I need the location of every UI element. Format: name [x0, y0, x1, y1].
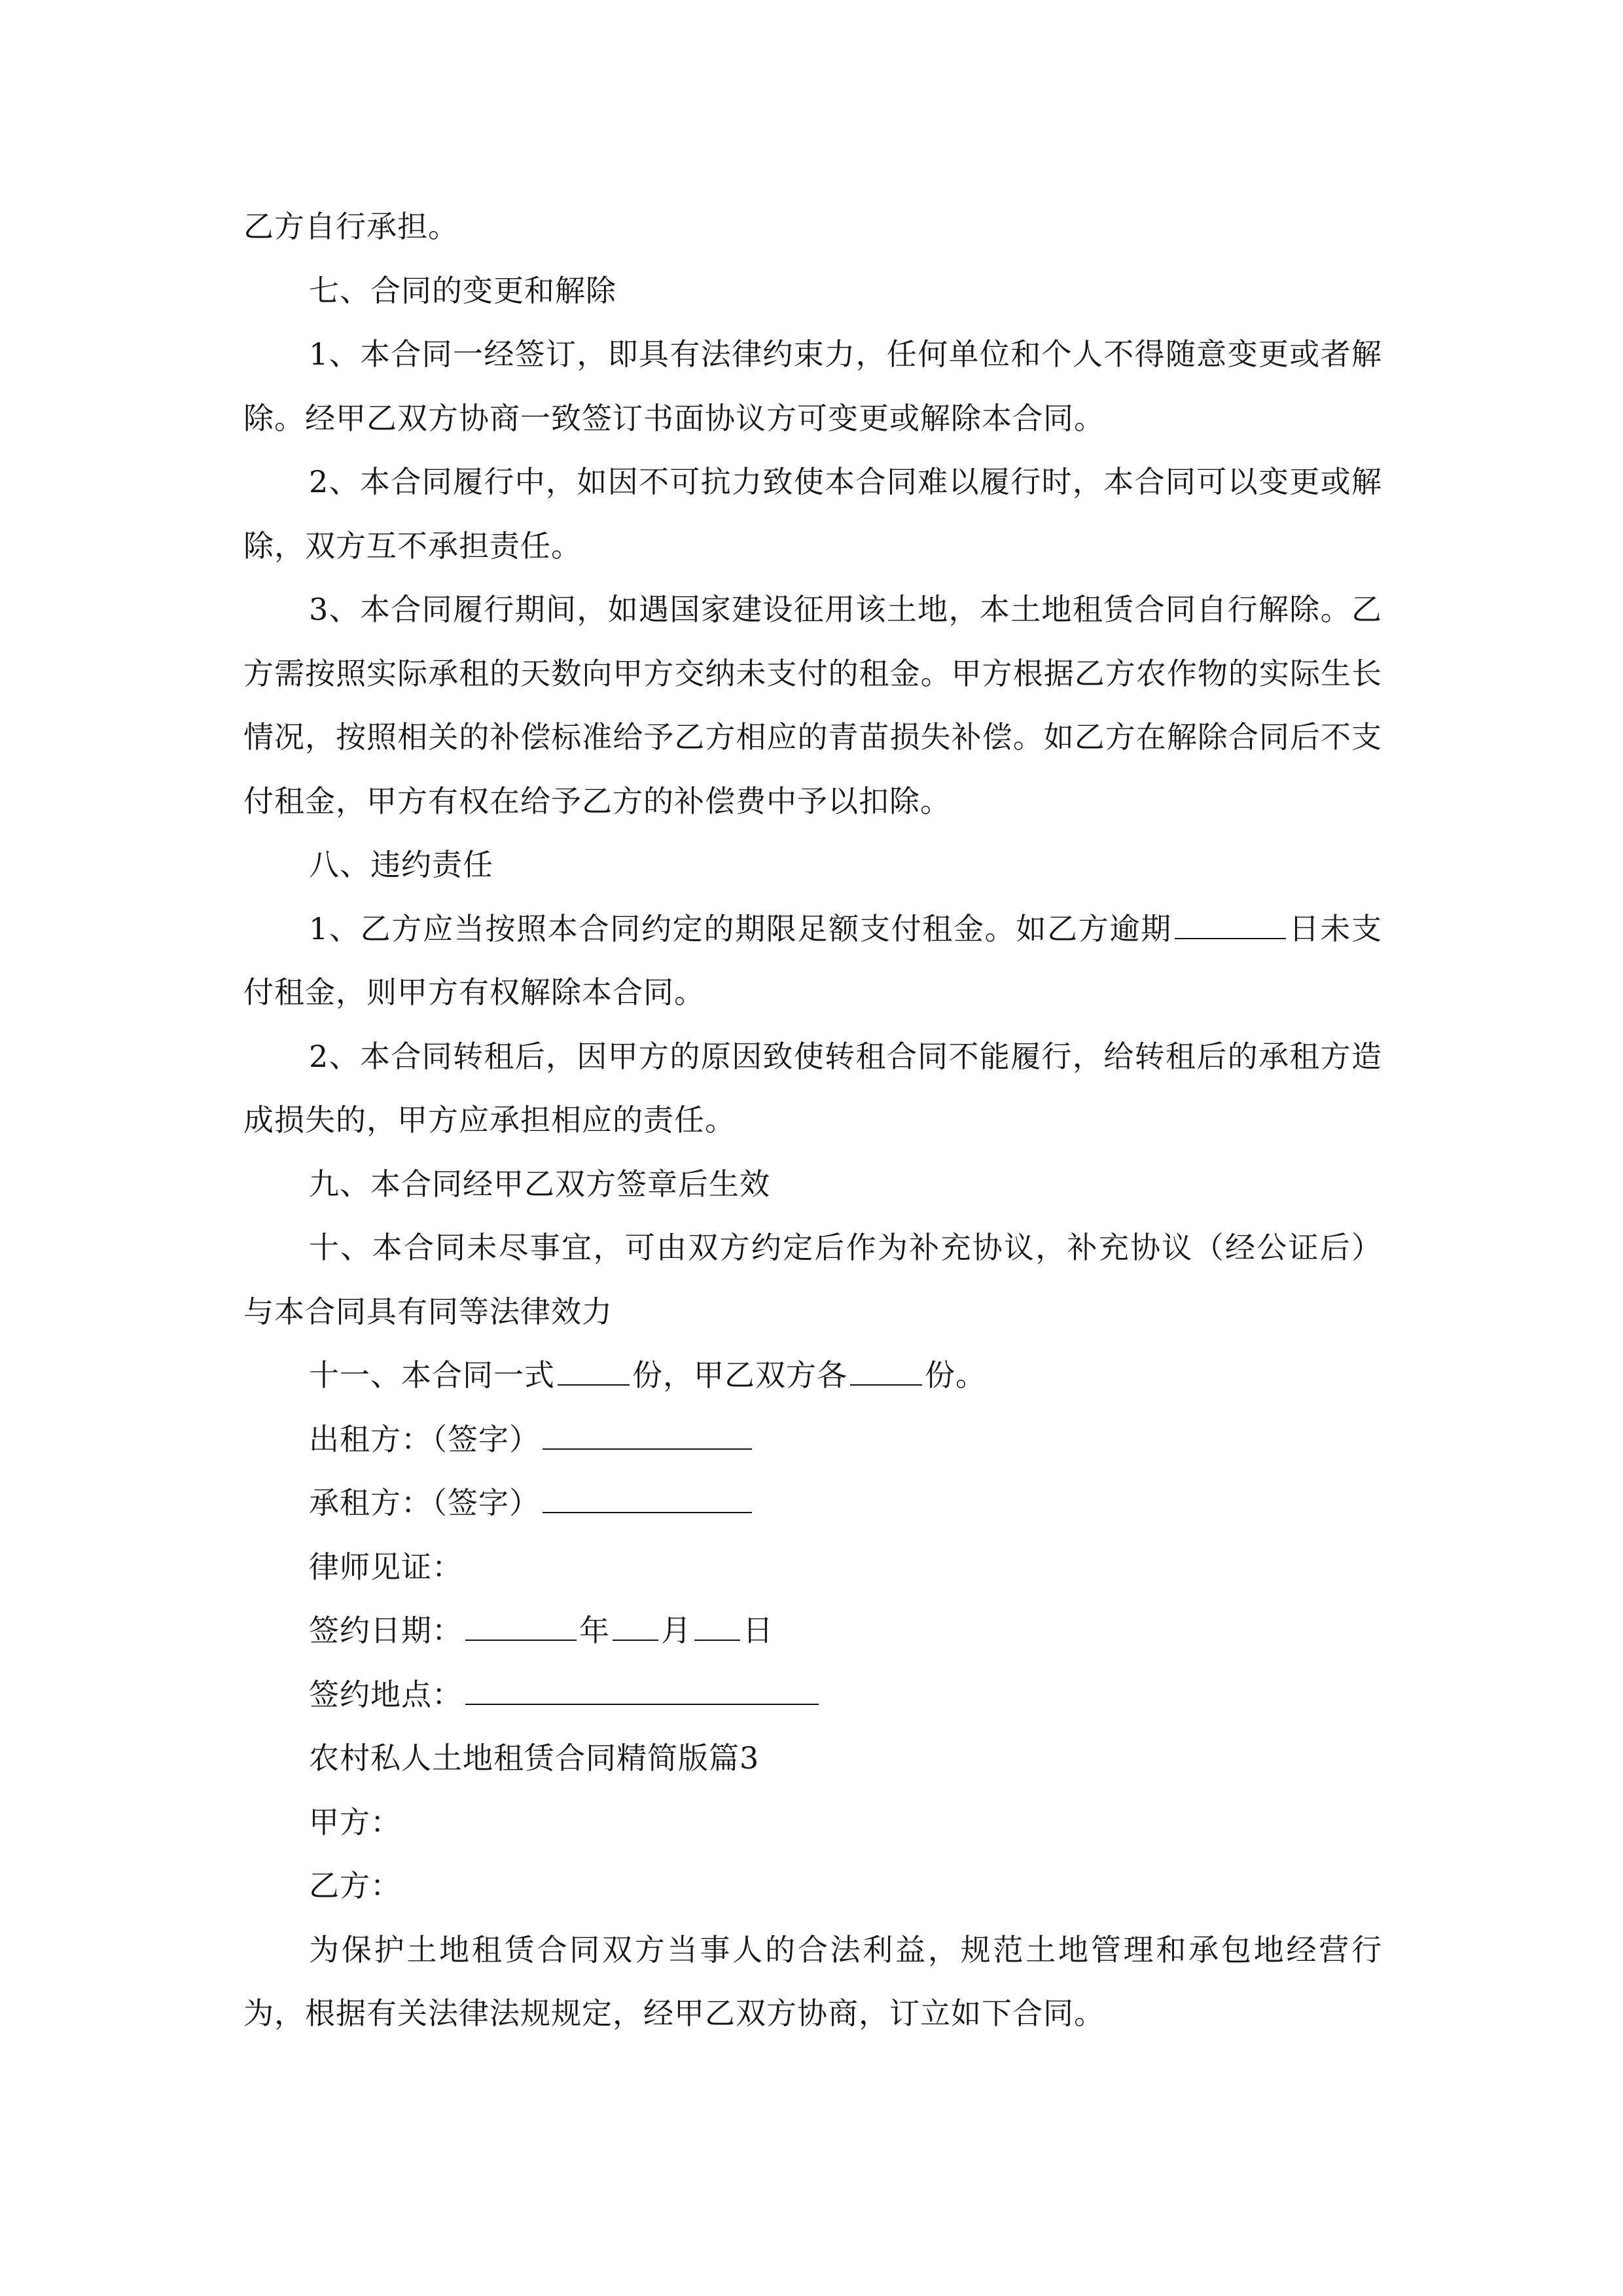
lawyer-witness-line: 律师见证：: [309, 1549, 463, 1585]
clause-7-1: 1、本合同一经签订，即具有法律约束力，任何单位和个人不得随意变更或者解除。经甲乙双方协商一致签订书面协议方可变更或解除本合同。: [243, 336, 1382, 436]
lessor-label: 出租方：（签字）: [309, 1421, 540, 1457]
section-heading-8: 八、违约责任: [309, 847, 493, 882]
next-contract-title: 农村私人土地租赁合同精简版篇3: [309, 1740, 760, 1776]
paragraph-continuation: 乙方自行承担。: [243, 209, 459, 244]
sign-date-label: 签约日期：: [309, 1613, 463, 1648]
lessee-signature-blank: [543, 1482, 752, 1513]
sign-year-label: 年: [579, 1613, 610, 1648]
copies-part2: 份，甲乙双方各: [632, 1357, 847, 1393]
clause-11-copies: [243, 1344, 1382, 1408]
sign-month-blank: [613, 1609, 658, 1641]
clause-7-2: 2、本合同履行中，如因不可抗力致使本合同难以履行时，本合同可以变更或解除，双方互不承担责任。: [243, 464, 1382, 564]
lessor-signature-line: [243, 1408, 1382, 1472]
section-heading-10: 十、本合同未尽事宜，可由双方约定后作为补充协议，补充协议（经公证后）与本合同具有同等法律效力: [243, 1230, 1382, 1329]
party-b-line: 乙方：: [309, 1868, 401, 1903]
lessee-label: 承租方：（签字）: [309, 1485, 540, 1520]
overdue-days-blank: [1175, 908, 1286, 939]
lessee-signature-line: [243, 1471, 1382, 1535]
clause-8-2: 2、本合同转租后，因甲方的原因致使转租合同不能履行，给转租后的承租方造成损失的，甲方应承担相应的责任。: [243, 1038, 1382, 1138]
sign-month-label: 月: [661, 1613, 692, 1648]
copies-part3: 份。: [925, 1357, 986, 1393]
sign-day-blank: [694, 1609, 740, 1641]
party-a-line: 甲方：: [309, 1804, 401, 1840]
clause-7-3: 3、本合同履行期间，如遇国家建设征用该土地，本土地租赁合同自行解除。乙方需按照实际承租的天数向甲方交纳未支付的租金。甲方根据乙方农作物的实际生长情况，按照相关的补偿标准给予乙方相应的青苗损失补偿。如乙方在解除合同后不支付租金，甲方有权在给予乙方的补偿费中予以扣除。: [243, 592, 1382, 819]
copies-total-blank: [558, 1354, 630, 1386]
clause-8-1-after: 日未支付租金，则甲方有权解除本合同。: [243, 910, 1382, 1010]
copies-each-blank: [850, 1354, 922, 1386]
clause-8-1: [243, 897, 1382, 1025]
sign-place-line: [243, 1663, 1382, 1727]
sign-date-line: [243, 1599, 1382, 1663]
sign-place-blank: [465, 1674, 819, 1705]
section-heading-9: 九、本合同经甲乙双方签章后生效: [309, 1166, 770, 1202]
copies-part1: 十一、本合同一式: [309, 1357, 555, 1393]
lessor-signature-blank: [543, 1418, 752, 1450]
section-heading-7: 七、合同的变更和解除: [309, 272, 616, 308]
clause-8-1-before: 1、乙方应当按照本合同约定的期限足额支付租金。如乙方逾期: [309, 910, 1172, 946]
preamble-paragraph: 为保护土地租赁合同双方当事人的合法利益，规范土地管理和承包地经营行为，根据有关法律法规规定，经甲乙双方协商，订立如下合同。: [243, 1931, 1382, 2031]
sign-place-label: 签约地点：: [309, 1676, 463, 1712]
sign-year-blank: [465, 1609, 577, 1641]
contract-body: [243, 195, 1382, 2046]
sign-day-label: 日: [743, 1613, 774, 1648]
